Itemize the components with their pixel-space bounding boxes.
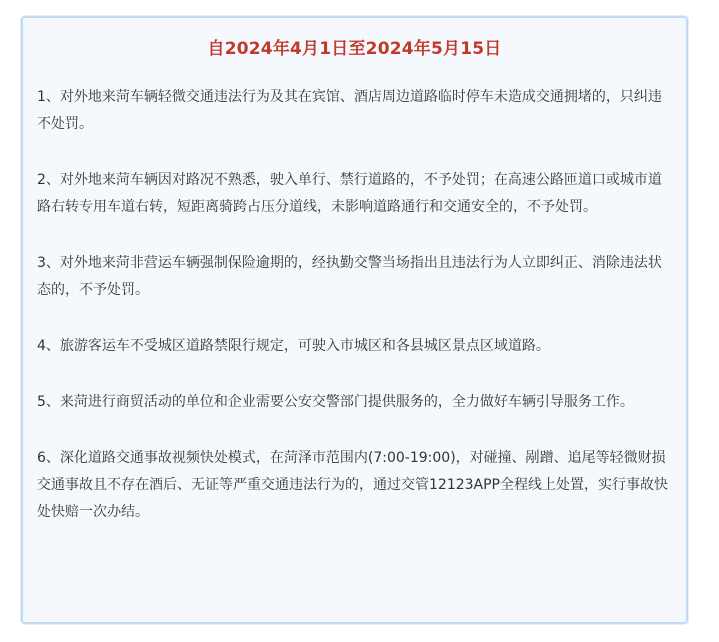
notice-item-5: 5、来菏进行商贸活动的单位和企业需要公安交警部门提供服务的，全力做好车辆引导服务工作。 xyxy=(37,394,634,410)
notice-panel xyxy=(21,16,688,624)
notice-item-4: 4、旅游客运车不受城区道路禁限行规定，可驶入市城区和各县城区景点区域道路。 xyxy=(37,338,550,354)
notice-item-3: 3、对外地来菏非营运车辆强制保险逾期的，经执勤交警当场指出且违法行为人立即纠正、消除违法状态的，不予处罚。 xyxy=(37,255,662,298)
notice-title: 自2024年4月1日至2024年5月15日 xyxy=(207,39,502,59)
notice-item-1: 1、对外地来菏车辆轻微交通违法行为及其在宾馆、酒店周边道路临时停车未造成交通拥堵的，只纠违不处罚。 xyxy=(37,89,662,132)
notice-item-2: 2、对外地来菏车辆因对路况不熟悉，驶入单行、禁行道路的，不予处罚；在高速公路匝道口或城市道路右转专用车道右转，短距离骑跨占压分道线，未影响道路通行和交通安全的，不予处罚。 xyxy=(37,172,662,215)
notice-body xyxy=(37,84,672,555)
notice-item-6: 6、深化道路交通事故视频快处模式，在菏泽市范围内(7:00-19:00)，对碰撞、剐蹭、追尾等轻微财损交通事故且不存在酒后、无证等严重交通违法行为的，通过交管12123APP全程线上处置，实行事故快处快赔一次办结。 xyxy=(37,450,668,520)
